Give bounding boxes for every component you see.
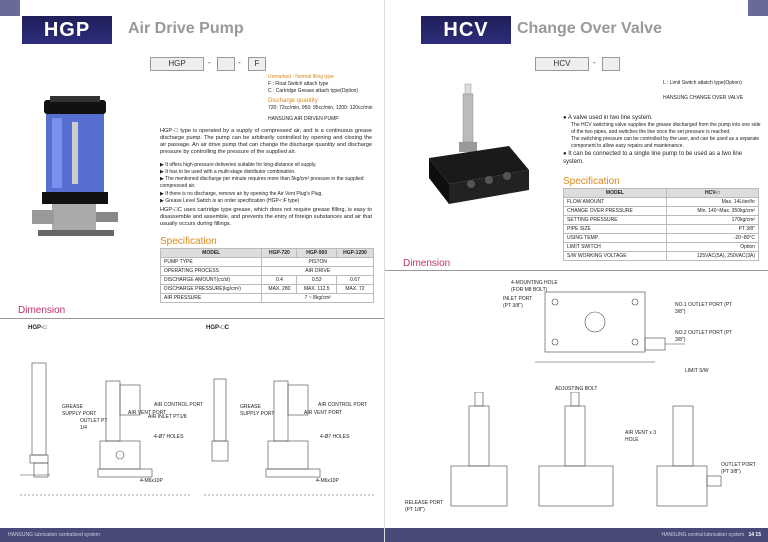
table-row xyxy=(564,234,759,243)
top-band-left xyxy=(0,0,20,16)
product-name: HANSUNG AIR DRIVEN PUMP xyxy=(268,116,339,122)
spec-cell: MAX. 280 xyxy=(262,285,297,294)
model-options xyxy=(268,74,378,123)
divider xyxy=(385,270,768,271)
table-row xyxy=(161,276,374,285)
table-row xyxy=(564,252,759,261)
page-numbers: 14 15 xyxy=(748,532,761,538)
drawing-label: NO.2 OUTLET PORT (PT 3/8") xyxy=(675,330,733,343)
dim-label-b: HGP-□C xyxy=(206,325,229,331)
spec-cell: USING TEMP. xyxy=(564,234,667,243)
model-box-hgp: HGP xyxy=(150,57,204,71)
model-sep-2: - xyxy=(238,58,241,67)
bullet2-1: ▶ Grease Level Switch is an order specification (HGP-□F type) xyxy=(160,198,300,204)
spec-cell: 125VAC(5A), 250VAC(3A) xyxy=(666,252,758,261)
spec-cell: CHANGE OVER PRESSURE xyxy=(564,207,667,216)
hgp-pump-photo xyxy=(28,92,124,240)
drawing-label: 4-Ø7 HOLES xyxy=(320,434,350,440)
table-row xyxy=(564,243,759,252)
hgp-title: Air Drive Pump xyxy=(128,20,244,37)
spec-cell: DISCHARGE PRESSURE(kg/cm²) xyxy=(161,285,262,294)
discharge-label: Discharge quantity xyxy=(268,98,318,104)
top-band-right xyxy=(748,0,768,16)
model-box-f: F xyxy=(248,57,266,71)
spec-cell: AIR DRIVE xyxy=(262,267,374,276)
hgp-bullets2 xyxy=(160,191,372,205)
opt-c: C : Cartridge Grease attach type(Option) xyxy=(268,88,359,94)
spec-cell: OPERATING PROCESS xyxy=(161,267,262,276)
spec-cell: Option xyxy=(666,243,758,252)
hcv-badge: HCV xyxy=(421,16,511,44)
spec-cell: PIPE SIZE xyxy=(564,225,667,234)
drawing-label: GREASE SUPPLY PORT xyxy=(240,404,275,417)
hcv-options xyxy=(663,80,767,102)
table-row xyxy=(564,225,759,234)
model-sep-1: - xyxy=(208,58,211,67)
bullet1-0: ▶ It offers high-pressure deliveries suitable for long-distance oil supply. xyxy=(160,162,317,168)
spec-cell: LIMIT SWITCH xyxy=(564,243,667,252)
drawing-label: 4-M6x10P xyxy=(140,478,163,484)
hcv-dim-title: Dimension xyxy=(403,258,451,269)
model-box-blank xyxy=(602,57,620,71)
spec-cell: FLOW AMOUNT xyxy=(564,198,667,207)
drawing-label: AIR CONTROL PORT xyxy=(154,402,204,408)
spec-cell: 0.4 xyxy=(262,276,297,285)
drawing-label: 4-Ø7 HOLES xyxy=(154,434,184,440)
spec-cell: AIR PRESSURE xyxy=(161,294,262,303)
spec-cell: MAX. 112.5 xyxy=(297,285,337,294)
hcv-title: Change Over Valve xyxy=(517,20,662,37)
spec-cell: PUMP TYPE xyxy=(161,258,262,267)
hgp-desc2: HGP-□C uses cartridge type grease, which does not require grease filling, is easy to disassemble and assemble, and prevents the entry of foreign substances and air that usually occurs during fillings. xyxy=(160,207,372,227)
drawing-label: OUTLET PORT (PT 3/8") xyxy=(721,462,756,475)
bullet: The HCV switching valve supplies the grease discharged from the pump into one side of the two pipes, and switches the line once the set pressure is reached. xyxy=(571,122,761,135)
spec-cell: PT 3/8" xyxy=(666,225,758,234)
hgp-desc1: HGP-□ type is operated by a supply of compressed air, and is a continuous grease discharge pump. The pump can be arbitrarily controlled by opening and closing the air passage. An air drive pump that can change the discharge quantity and discharge pressure by controlling the pressure of the supplied air. xyxy=(160,128,372,155)
spec-header: HGP-950 xyxy=(297,249,337,258)
hcv-spec-table xyxy=(563,188,759,261)
hcv-side-views xyxy=(445,392,745,522)
hcv-bullets xyxy=(563,114,763,166)
table-row xyxy=(564,207,759,216)
discharge-values: 720: 72cc/min, 950: 95cc/min, 1200: 120cc/min xyxy=(268,105,373,111)
drawing-label: AIR VENT x 3 HOLE xyxy=(625,430,657,443)
bullet1-2: ▶ The mentioned discharge per minute requires more than 5kg/cm² pressure in the supplied compressed air. xyxy=(160,176,364,189)
spec-cell: 7 ~ 8kg/cm² xyxy=(262,294,374,303)
spec-header: HGP-720 xyxy=(262,249,297,258)
drawing-label: AIR VENT PORT xyxy=(128,410,167,416)
drawing-label: AIR VENT PORT xyxy=(304,410,343,416)
spec-cell: Max. 14Liter/hr xyxy=(666,198,758,207)
drawing-label: RELEASE PORT (PT 1/8") xyxy=(405,500,444,513)
drawing-label: ADJUSTING BOLT xyxy=(555,386,598,392)
drawing-label: AIR INLET PT1/8 xyxy=(148,414,187,420)
hcv-spec-title: Specification xyxy=(563,176,620,187)
bullet1-1: ▶ It has to be used with a multi-stage distributor combination. xyxy=(160,169,296,175)
bullet: ● It can be connected to a single line pump to be used as a two line system. xyxy=(563,151,743,165)
model-box-hcv: HCV xyxy=(535,57,589,71)
spec-cell: DISCHARGE AMOUNT(cc/st) xyxy=(161,276,262,285)
hgp-dim-title: Dimension xyxy=(18,305,66,316)
drawing-label: NO.1 OUTLET PORT (PT 3/8") xyxy=(675,302,733,315)
spec-header: MODEL xyxy=(161,249,262,258)
opt-l: L : Limit Switch attatch type(Option) xyxy=(663,80,742,86)
bullet2-0: ▶ If there is no discharge, remove air by opening the Air Vent Plug's Plug. xyxy=(160,191,323,197)
spec-cell: -20~80°C xyxy=(666,234,758,243)
table-row xyxy=(161,258,374,267)
spec-cell: 170kg/cm² xyxy=(666,216,758,225)
spec-cell: 0.53 xyxy=(297,276,337,285)
bullet: The switching pressure can be controlled by the user, and can be used as a separate component to allow easy repairs and maintenance. xyxy=(571,136,760,149)
spec-header: HCV-□ xyxy=(666,189,758,198)
hcv-valve-photo xyxy=(419,80,539,210)
drawing-label: AIR CONTROL PORT xyxy=(318,402,368,408)
opt-unmarked: Unmarked : Normal filing type xyxy=(268,74,334,80)
drawing-label: OUTLET PT 1/4 xyxy=(80,418,108,431)
table-row xyxy=(564,198,759,207)
hgp-drawing xyxy=(10,345,200,520)
spec-header: MODEL xyxy=(564,189,667,198)
opt-f: F : Float Switch attach type xyxy=(268,81,329,87)
hgp-spec-title: Specification xyxy=(160,236,217,247)
drawing-label: GREASE SUPPLY PORT xyxy=(62,404,97,417)
divider xyxy=(0,318,384,319)
spec-cell: S/W WORKING VOLTAGE xyxy=(564,252,667,261)
hgp-badge: HGP xyxy=(22,16,112,44)
table-row xyxy=(161,267,374,276)
left-footer: HANSUNG lubrication centralized system xyxy=(0,528,384,542)
drawing-label: 4-MOUNTING HOLE (FOR M8 BOLT) xyxy=(511,280,558,293)
model-box-blank xyxy=(217,57,235,71)
table-row xyxy=(564,216,759,225)
spec-cell: Min. 140~Max. 350kg/cm² xyxy=(666,207,758,216)
hgp-c-drawing xyxy=(196,345,384,520)
table-row xyxy=(161,294,374,303)
drawing-label: 4-M6x10P xyxy=(316,478,339,484)
right-footer xyxy=(385,528,768,542)
hgp-spec-table xyxy=(160,248,374,303)
spec-header: HGP-1200 xyxy=(336,249,373,258)
right-page xyxy=(384,0,768,542)
hgp-bullets1 xyxy=(160,162,372,190)
spec-cell: MAX. 72 xyxy=(336,285,373,294)
spec-cell: PISTON xyxy=(262,258,374,267)
spec-cell: 0.67 xyxy=(336,276,373,285)
drawing-label: LIMIT S/W xyxy=(685,368,709,374)
drawing-label: INLET PORT (PT 3/8") xyxy=(503,296,533,309)
product-name: HANSUNG CHANGE OVER VALVE xyxy=(663,95,744,101)
bullet: ● A valve used in two line system. xyxy=(563,115,653,121)
hcv-top-view xyxy=(525,282,695,382)
footer-text: HANSUNG central lubrication system xyxy=(661,532,745,538)
dim-label-a: HGP-□ xyxy=(28,325,47,331)
model-sep: - xyxy=(593,58,596,67)
spec-cell: SETTING PRESSURE xyxy=(564,216,667,225)
table-row xyxy=(161,285,374,294)
